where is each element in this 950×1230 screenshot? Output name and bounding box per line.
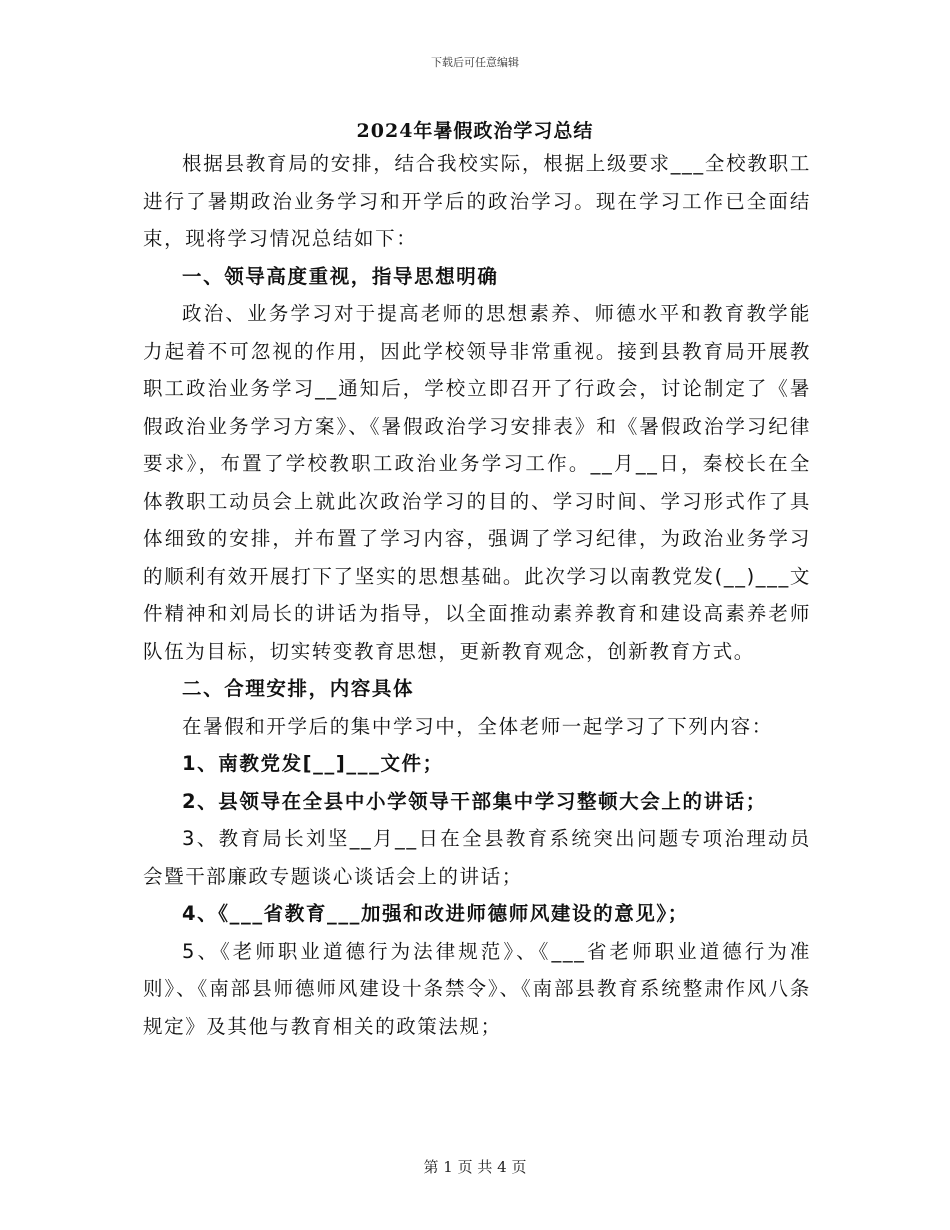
list-item-2: 2、县领导在全县中小学领导干部集中学习整顿大会上的讲话； <box>182 789 767 813</box>
section-heading-2: 二、合理安排，内容具体 <box>182 677 415 700</box>
page-footer: 第 1 页 共 4 页 <box>423 1158 527 1176</box>
list-item-1: 1、南教党发[__]___文件； <box>182 752 444 775</box>
section-heading-1: 一、领导高度重视，指导思想明确 <box>182 264 499 288</box>
list-item-5: 5、《老师职业道德行为法律规范》、《___省老师职业道德行为准则》、《南部县师德师风建设十条禁令》、《南部县教育系统整肃作风八条规定》及其他与教育相关的政策法规； <box>143 939 811 1038</box>
document-title: 2024年暑假政治学习总结 <box>356 120 594 142</box>
list-item-3: 3、教育局长刘坚__月__日在全县教育系统突出问题专项治理动员会暨干部廉政专题谈心谈话会上的讲话； <box>143 827 811 888</box>
document-body <box>143 145 811 1045</box>
section-2-intro: 在暑假和开学后的集中学习中，全体老师一起学习了下列内容： <box>182 714 773 738</box>
intro-paragraph: 根据县教育局的安排，结合我校实际，根据上级要求___全校教职工进行了暑期政治业务学习和开学后的政治学习。现在学习工作已全面结束，现将学习情况总结如下： <box>143 152 811 250</box>
header-note: 下载后可任意编辑 <box>431 56 519 69</box>
list-item-4: 4、《___省教育___加强和改进师德师风建设的意见》； <box>182 902 689 925</box>
section-1-paragraph: 政治、业务学习对于提高老师的思想素养、师德水平和教育教学能力起着不可忽视的作用，因此学校领导非常重视。接到县教育局开展教职工政治业务学习__通知后，学校立即召开了行政会，讨论制定了《暑假政治业务学习方案》、《暑假政治学习安排表》和《暑假政治学习纪律要求》，布置了学校教职工政治业务学习工作。__月__日，秦校长在全体教职工动员会上就此次政治学习的目的、学习时间、学习形式作了具体细致的安排，并布置了学习内容，强调了学习纪律，为政治业务学习的顺利有效开展打下了坚实的思想基础。此次学习以南教党发(__)___文件精神和刘局长的讲话为指导，以全面推动素养教育和建设高素养老师队伍为目标，切实转变教育思想，更新教育观念，创新教育方式。 <box>143 302 811 663</box>
